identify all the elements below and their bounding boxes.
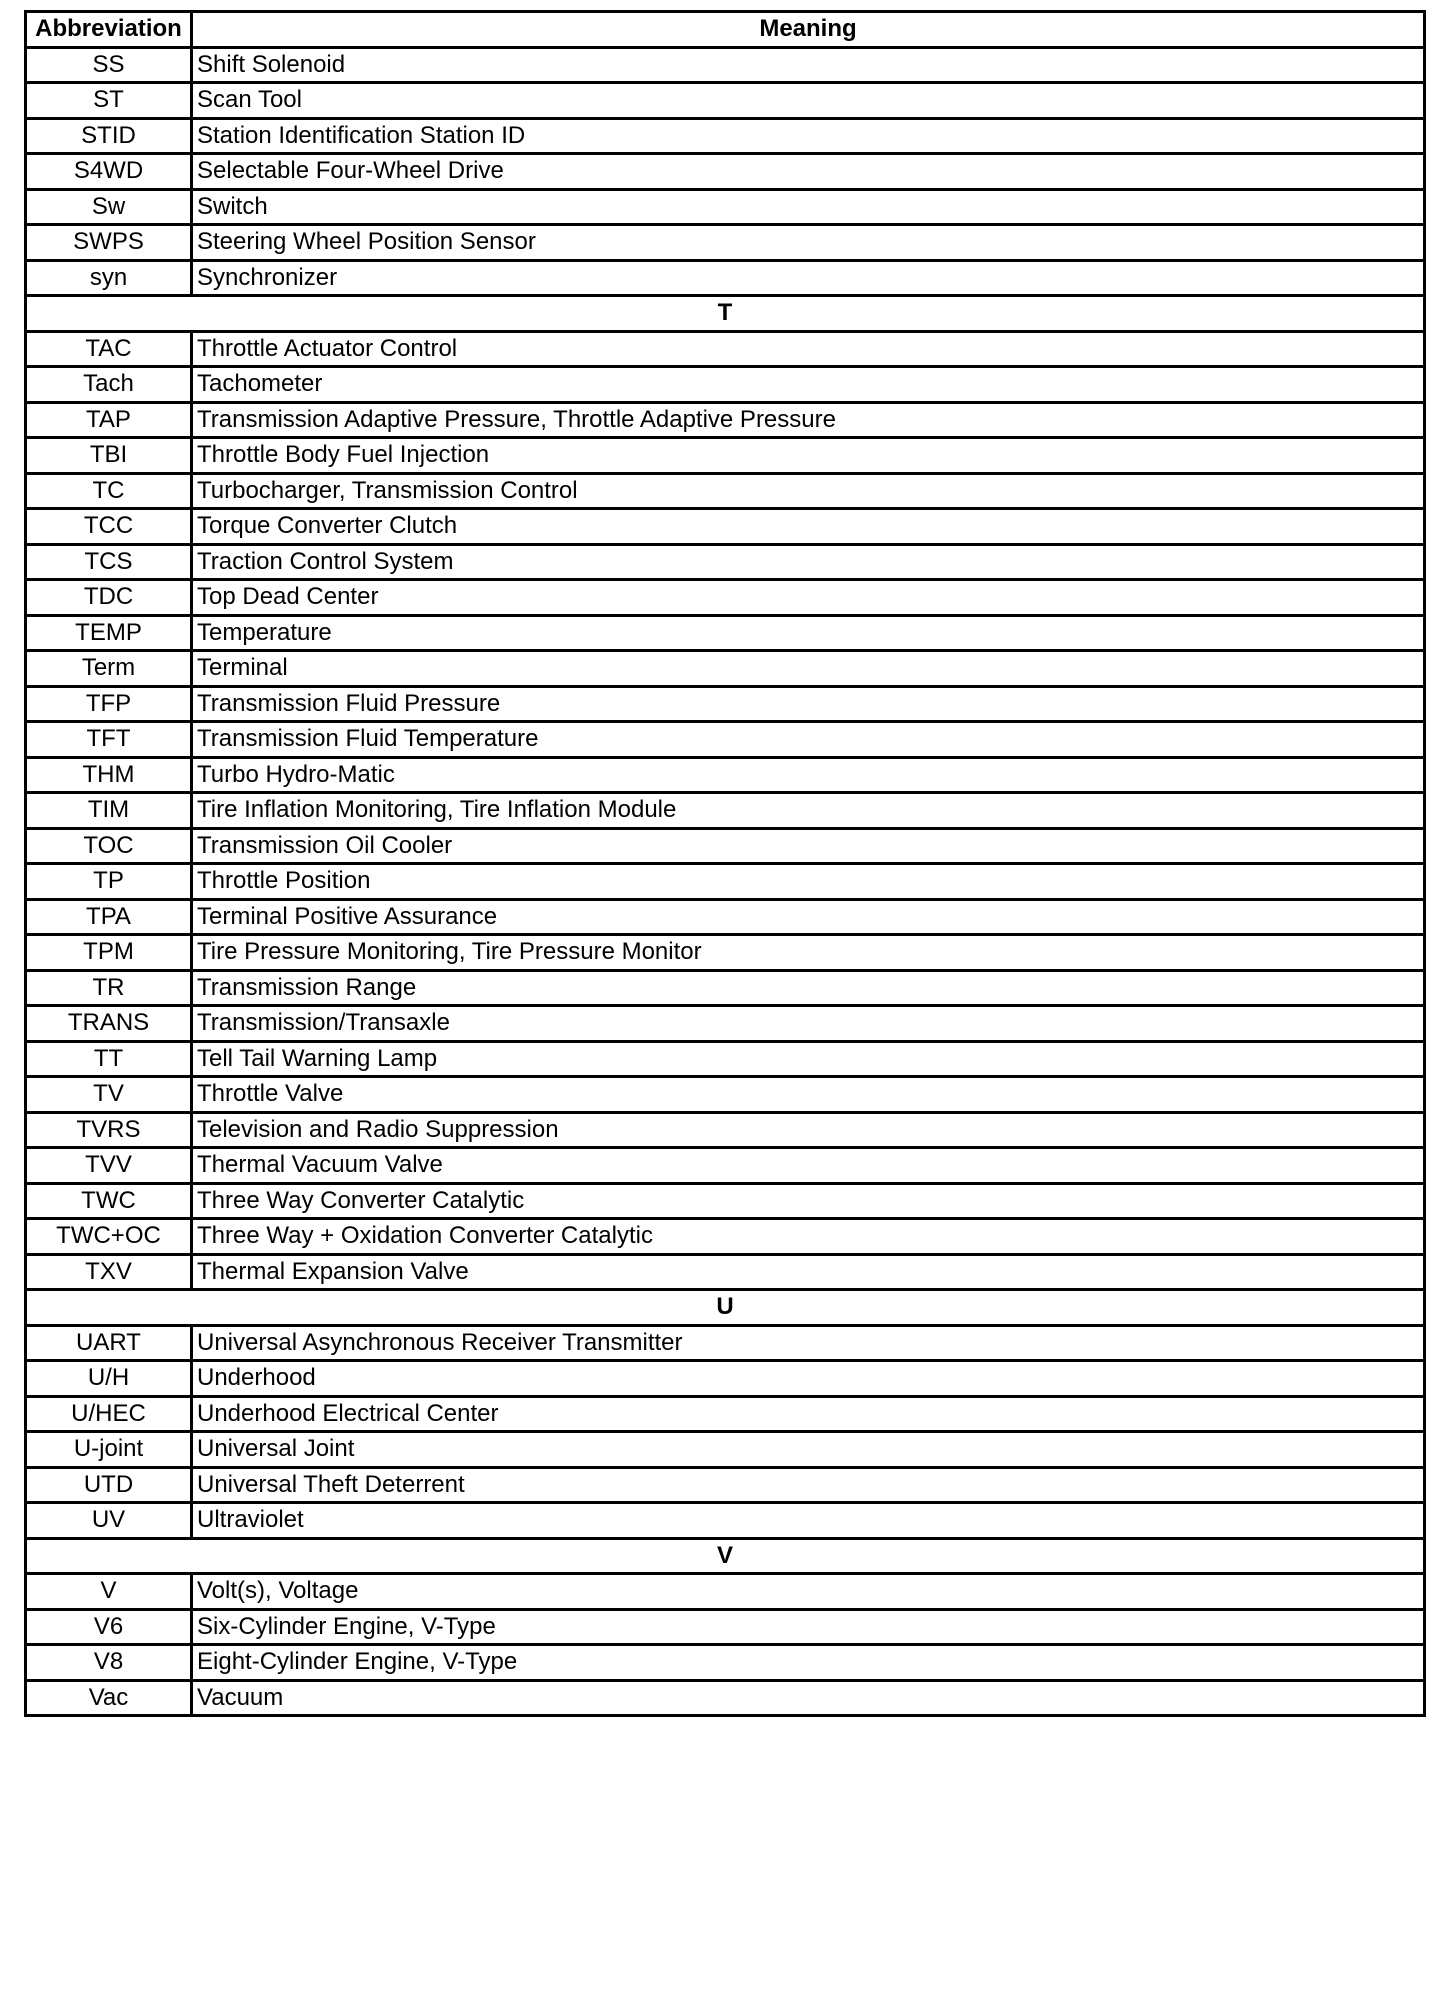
table-row [26,1148,1425,1184]
meaning-cell: Turbo Hydro-Matic [192,757,1425,793]
abbreviation-cell: UTD [26,1467,192,1503]
abbreviation-cell: ST [26,83,192,119]
meaning-cell: Transmission Fluid Pressure [192,686,1425,722]
abbreviation-cell: TEMP [26,615,192,651]
abbreviation-cell: U/H [26,1361,192,1397]
table-row [26,1325,1425,1361]
meaning-cell: Universal Asynchronous Receiver Transmitter [192,1325,1425,1361]
meaning-cell: Tire Pressure Monitoring, Tire Pressure Monitor [192,935,1425,971]
meaning-cell: Universal Joint [192,1432,1425,1468]
meaning-cell: Eight-Cylinder Engine, V-Type [192,1645,1425,1681]
table-row [26,970,1425,1006]
table-row [26,1219,1425,1255]
abbreviation-cell: TWC [26,1183,192,1219]
table-row [26,1361,1425,1397]
abbreviation-cell: V [26,1574,192,1610]
table-row [26,757,1425,793]
abbreviation-cell: TAP [26,402,192,438]
table-row [26,686,1425,722]
section-row [26,1538,1425,1574]
meaning-cell: Thermal Vacuum Valve [192,1148,1425,1184]
meaning-cell: Transmission Oil Cooler [192,828,1425,864]
meaning-cell: Three Way Converter Catalytic [192,1183,1425,1219]
table-row [26,828,1425,864]
abbreviation-cell: TDC [26,580,192,616]
table-row [26,544,1425,580]
abbreviation-cell: UV [26,1503,192,1539]
header-abbreviation: Abbreviation [26,12,192,48]
table-row [26,473,1425,509]
abbreviation-cell: TOC [26,828,192,864]
abbreviation-cell: SWPS [26,225,192,261]
meaning-cell: Tire Inflation Monitoring, Tire Inflation Module [192,793,1425,829]
meaning-cell: Switch [192,189,1425,225]
abbreviation-cell: Tach [26,367,192,403]
table-row [26,402,1425,438]
abbreviation-cell: TVV [26,1148,192,1184]
abbreviation-cell: UART [26,1325,192,1361]
abbreviation-cell: TIM [26,793,192,829]
abbreviation-cell: TPM [26,935,192,971]
abbreviation-cell: V6 [26,1609,192,1645]
table-row [26,899,1425,935]
meaning-cell: Transmission Adaptive Pressure, Throttle Adaptive Pressure [192,402,1425,438]
abbreviation-cell: TXV [26,1254,192,1290]
table-row [26,1467,1425,1503]
table-row [26,1609,1425,1645]
table-row [26,1432,1425,1468]
meaning-cell: Throttle Actuator Control [192,331,1425,367]
abbreviation-cell: V8 [26,1645,192,1681]
abbreviation-cell: TT [26,1041,192,1077]
abbreviation-cell: TVRS [26,1112,192,1148]
section-letter: U [26,1290,1425,1326]
abbreviation-cell: TCC [26,509,192,545]
meaning-cell: Temperature [192,615,1425,651]
table-row [26,47,1425,83]
meaning-cell: Underhood Electrical Center [192,1396,1425,1432]
abbreviation-cell: TFP [26,686,192,722]
table-row [26,118,1425,154]
meaning-cell: Traction Control System [192,544,1425,580]
abbreviation-cell: TRANS [26,1006,192,1042]
meaning-cell: Transmission/Transaxle [192,1006,1425,1042]
abbreviation-cell: S4WD [26,154,192,190]
abbreviation-cell: U-joint [26,1432,192,1468]
meaning-cell: Terminal Positive Assurance [192,899,1425,935]
header-meaning: Meaning [192,12,1425,48]
meaning-cell: Tachometer [192,367,1425,403]
meaning-cell: Tell Tail Warning Lamp [192,1041,1425,1077]
abbreviation-cell: TR [26,970,192,1006]
abbreviation-cell: SS [26,47,192,83]
meaning-cell: Scan Tool [192,83,1425,119]
meaning-cell: Ultraviolet [192,1503,1425,1539]
table-row [26,1183,1425,1219]
abbreviation-cell: Sw [26,189,192,225]
abbreviation-cell: TV [26,1077,192,1113]
abbreviation-cell: TWC+OC [26,1219,192,1255]
meaning-cell: Volt(s), Voltage [192,1574,1425,1610]
table-row [26,580,1425,616]
table-body [26,47,1425,1716]
table-row [26,1254,1425,1290]
meaning-cell: Throttle Position [192,864,1425,900]
table-row [26,1077,1425,1113]
table-row [26,1503,1425,1539]
abbreviation-cell: TC [26,473,192,509]
table-row [26,438,1425,474]
section-letter: V [26,1538,1425,1574]
table-row [26,615,1425,651]
abbreviation-cell: syn [26,260,192,296]
abbreviation-cell: TP [26,864,192,900]
table-row [26,260,1425,296]
meaning-cell: Transmission Range [192,970,1425,1006]
table-header-row [26,12,1425,48]
table-row [26,367,1425,403]
table-row [26,189,1425,225]
meaning-cell: Underhood [192,1361,1425,1397]
table-row [26,154,1425,190]
meaning-cell: Terminal [192,651,1425,687]
table-row [26,1645,1425,1681]
meaning-cell: Top Dead Center [192,580,1425,616]
meaning-cell: Turbocharger, Transmission Control [192,473,1425,509]
abbreviation-cell: U/HEC [26,1396,192,1432]
table-row [26,722,1425,758]
meaning-cell: Steering Wheel Position Sensor [192,225,1425,261]
meaning-cell: Three Way + Oxidation Converter Catalytic [192,1219,1425,1255]
meaning-cell: Torque Converter Clutch [192,509,1425,545]
table-row [26,509,1425,545]
abbreviation-cell: STID [26,118,192,154]
meaning-cell: Shift Solenoid [192,47,1425,83]
table-row [26,864,1425,900]
abbreviation-cell: THM [26,757,192,793]
section-letter: T [26,296,1425,332]
table-row [26,651,1425,687]
meaning-cell: Six-Cylinder Engine, V-Type [192,1609,1425,1645]
table-row [26,793,1425,829]
abbreviation-cell: TPA [26,899,192,935]
meaning-cell: Synchronizer [192,260,1425,296]
abbreviation-table [24,10,1426,1717]
table-row [26,1574,1425,1610]
meaning-cell: Transmission Fluid Temperature [192,722,1425,758]
abbreviation-cell: TBI [26,438,192,474]
meaning-cell: Vacuum [192,1680,1425,1716]
table-row [26,83,1425,119]
meaning-cell: Throttle Valve [192,1077,1425,1113]
section-row [26,296,1425,332]
table-row [26,1680,1425,1716]
meaning-cell: Universal Theft Deterrent [192,1467,1425,1503]
meaning-cell: Selectable Four-Wheel Drive [192,154,1425,190]
abbreviation-cell: TCS [26,544,192,580]
table-row [26,225,1425,261]
abbreviation-cell: TAC [26,331,192,367]
section-row [26,1290,1425,1326]
table-row [26,331,1425,367]
meaning-cell: Television and Radio Suppression [192,1112,1425,1148]
abbreviation-cell: Vac [26,1680,192,1716]
table-row [26,1112,1425,1148]
table-row [26,1006,1425,1042]
meaning-cell: Thermal Expansion Valve [192,1254,1425,1290]
table-row [26,935,1425,971]
table-row [26,1041,1425,1077]
abbreviation-cell: Term [26,651,192,687]
meaning-cell: Station Identification Station ID [192,118,1425,154]
abbreviation-cell: TFT [26,722,192,758]
meaning-cell: Throttle Body Fuel Injection [192,438,1425,474]
table-row [26,1396,1425,1432]
